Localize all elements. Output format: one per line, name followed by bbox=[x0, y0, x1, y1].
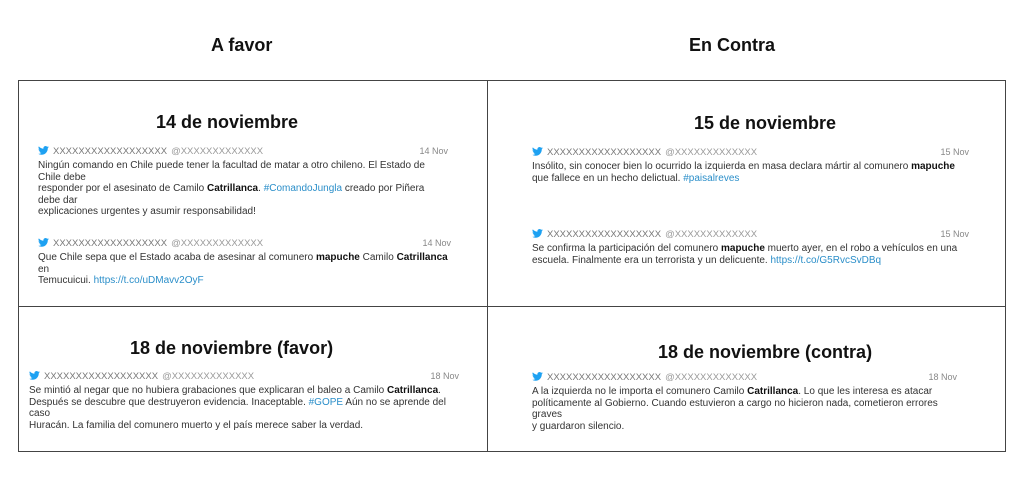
tweet-link[interactable]: https://t.co/uDMavv2OyF bbox=[93, 275, 204, 286]
tweet-date: 14 Nov bbox=[422, 238, 451, 248]
tweet-link[interactable]: https://t.co/G5RvcSvDBq bbox=[770, 254, 882, 266]
hashtag-link[interactable]: #paisalreves bbox=[683, 172, 740, 184]
twitter-bird-icon bbox=[532, 147, 543, 156]
twitter-bird-icon bbox=[38, 238, 49, 247]
tweet-text: Ningún comando en Chile puede tener la facultad de matar a otro chileno. El Estado de Chile debe responder por el asesinato de Camilo Catrillanca. #ComandoJungla creado por Piñera debe dar explicaciones urgentes y asumir responsabilidad! bbox=[38, 160, 425, 217]
tweet-card bbox=[532, 147, 969, 184]
column-title-contra: En Contra bbox=[689, 35, 776, 55]
comparison-table bbox=[18, 80, 1006, 452]
tweet-card bbox=[532, 372, 957, 432]
tweet-text: Se confirma la participación del comunero mapuche muerto ayer, en el robo a vehículos en una escuela. Finalmente era un terrorista y un delicuente. https://t.co/G5RvcSvDBq bbox=[532, 243, 958, 266]
tweet-username[interactable]: XXXXXXXXXXXXXXXXXX bbox=[53, 146, 168, 157]
tweet-card bbox=[29, 371, 459, 431]
tweet-card bbox=[38, 146, 448, 218]
tweet-username[interactable]: XXXXXXXXXXXXXXXXXX bbox=[547, 372, 662, 383]
tweet-username[interactable]: XXXXXXXXXXXXXXXXXX bbox=[44, 371, 159, 382]
panel-title: 15 de noviembre bbox=[694, 113, 837, 133]
tweet-card bbox=[532, 229, 969, 266]
tweet-handle[interactable]: @XXXXXXXXXXXXX bbox=[665, 229, 758, 240]
tweet-date: 18 Nov bbox=[928, 372, 957, 382]
twitter-bird-icon bbox=[29, 371, 40, 380]
tweet-handle[interactable]: @XXXXXXXXXXXXX bbox=[665, 147, 758, 158]
tweet-text: Que Chile sepa que el Estado acaba de asesinar al comunero mapuche Camilo Catrillanca en Temucuicui. https://t.co/uDMavv2OyF bbox=[38, 252, 448, 286]
tweet-text: A la izquierda no le importa el comunero Camilo Catrillanca. Lo que les interesa es atacar políticamente al Gobierno. Cuando estuvieron a cargo no hicieron nada, cometieron errores graves y guardaron silencio. bbox=[532, 386, 938, 432]
tweet-username[interactable]: XXXXXXXXXXXXXXXXXX bbox=[547, 147, 662, 158]
tweet-handle[interactable]: @XXXXXXXXXXXXX bbox=[665, 372, 758, 383]
panel-title: 18 de noviembre (favor) bbox=[130, 338, 334, 358]
tweet-text: Insólito, sin conocer bien lo ocurrido la izquierda en masa declara mártir al comunero mapuche que fallece en un hecho delictual. #paisalreves bbox=[532, 161, 955, 184]
tweet-username[interactable]: XXXXXXXXXXXXXXXXXX bbox=[547, 229, 662, 240]
tweet-handle[interactable]: @XXXXXXXXXXXXX bbox=[171, 238, 264, 249]
panel-title: 14 de noviembre bbox=[156, 112, 299, 132]
tweet-handle[interactable]: @XXXXXXXXXXXXX bbox=[171, 146, 264, 157]
tweet-date: 15 Nov bbox=[940, 147, 969, 157]
tweet-text: Se mintió al negar que no hubiera grabaciones que explicaran el baleo a Camilo Catrillanca. Después se descubre que destruyeron evidencia. Inaceptable. #GOPE Aún no se aprende del caso Huracán. La familia del comunero muerto y el país merece saber la verdad. bbox=[29, 385, 446, 431]
hashtag-link[interactable]: #GOPE bbox=[308, 396, 344, 408]
column-divider bbox=[487, 81, 488, 451]
hashtag-link[interactable]: #ComandoJungla bbox=[263, 183, 343, 194]
tweet-date: 15 Nov bbox=[940, 229, 969, 239]
tweet-card bbox=[38, 238, 451, 287]
panel-title: 18 de noviembre (contra) bbox=[658, 342, 873, 362]
tweet-handle[interactable]: @XXXXXXXXXXXXX bbox=[162, 371, 255, 382]
twitter-bird-icon bbox=[532, 372, 543, 381]
row-divider bbox=[19, 306, 1005, 307]
twitter-bird-icon bbox=[532, 229, 543, 238]
tweet-date: 18 Nov bbox=[430, 371, 459, 381]
twitter-bird-icon bbox=[38, 146, 49, 155]
tweet-username[interactable]: XXXXXXXXXXXXXXXXXX bbox=[53, 238, 168, 249]
tweet-date: 14 Nov bbox=[419, 146, 448, 156]
column-title-favor: A favor bbox=[211, 35, 273, 55]
